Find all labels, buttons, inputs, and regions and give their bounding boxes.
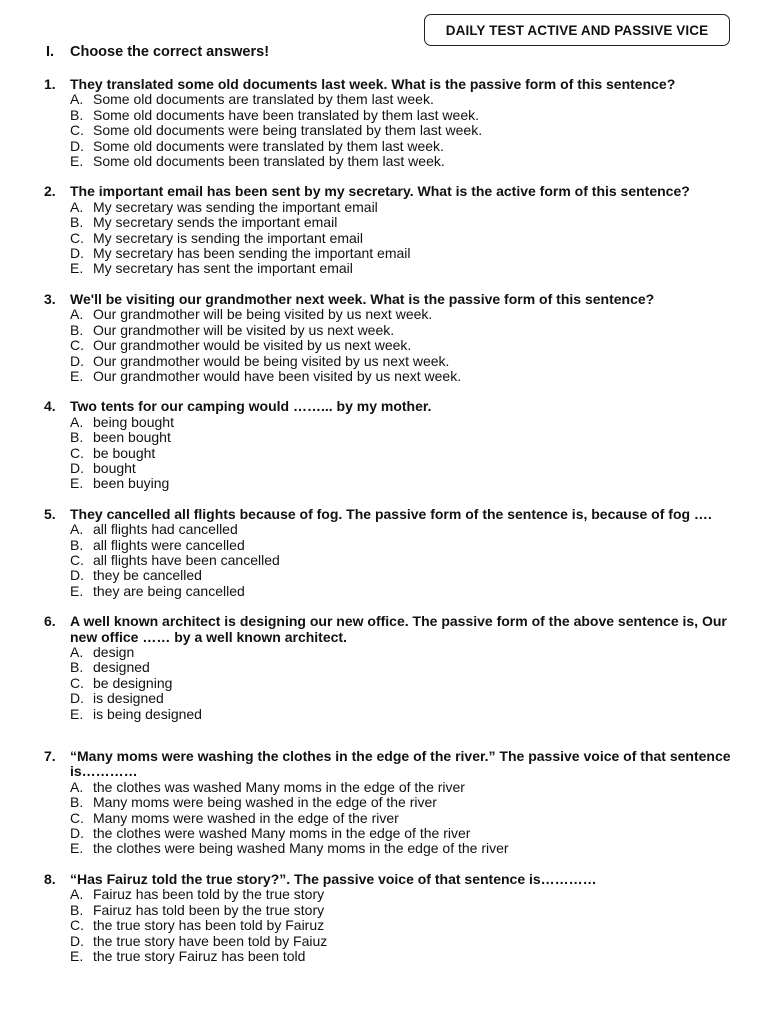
- question-text: The important email has been sent by my secretary. What is the active form of this sentence?: [70, 183, 690, 200]
- question-text: “Many moms were washing the clothes in the edge of the river.” The passive voice of that sentence is…………: [70, 748, 731, 780]
- option-letter: C.: [70, 809, 84, 826]
- option-letter: E.: [70, 840, 84, 857]
- answer-option: [44, 934, 744, 949]
- answer-option: [44, 568, 744, 583]
- question-number: 4.: [44, 398, 56, 415]
- answer-option: [44, 446, 744, 461]
- option-letter: C.: [70, 444, 84, 461]
- answer-option: [44, 676, 744, 691]
- question-number: 2.: [44, 183, 56, 200]
- option-letter: B.: [70, 429, 84, 446]
- option-letter: B.: [70, 901, 84, 918]
- option-text: Our grandmother will be being visited by us next week.: [93, 306, 433, 323]
- answer-option: [44, 949, 744, 964]
- option-text: Some old documents have been translated by them last week.: [93, 106, 479, 123]
- option-text: be bought: [93, 444, 156, 461]
- answer-option: [44, 584, 744, 599]
- option-letter: A.: [70, 413, 84, 430]
- option-text: Some old documents been translated by them last week.: [93, 153, 445, 170]
- question-item: [44, 614, 744, 722]
- option-text: is being designed: [93, 705, 202, 722]
- question-stem: [44, 507, 744, 522]
- option-letter: A.: [70, 886, 84, 903]
- option-text: all flights had cancelled: [93, 521, 238, 538]
- option-letter: E.: [70, 947, 84, 964]
- question-stem: [44, 184, 744, 199]
- option-text: been buying: [93, 475, 170, 492]
- answer-option: [44, 903, 744, 918]
- option-letter: D.: [70, 459, 84, 476]
- option-text: all flights were cancelled: [93, 536, 245, 553]
- option-text: Many moms were being washed in the edge of the river: [93, 794, 437, 811]
- option-letter: B.: [70, 321, 84, 338]
- option-text: the clothes were being washed Many moms in the edge of the river: [93, 840, 509, 857]
- answer-option: [44, 231, 744, 246]
- option-letter: A.: [70, 306, 84, 323]
- question-text: We'll be visiting our grandmother next week. What is the passive form of this sentence?: [70, 290, 655, 307]
- option-text: Fairuz has told been by the true story: [93, 901, 325, 918]
- question-stem: [44, 399, 744, 414]
- question-text: Two tents for our camping would ……... by my mother.: [70, 398, 432, 415]
- answer-option: [44, 522, 744, 537]
- answer-option: [44, 139, 744, 154]
- question-item: [44, 749, 744, 857]
- option-letter: D.: [70, 690, 84, 707]
- answer-option: [44, 108, 744, 123]
- option-letter: D.: [70, 137, 84, 154]
- document-title: DAILY TEST ACTIVE AND PASSIVE VICE: [445, 22, 709, 38]
- option-letter: E.: [70, 475, 84, 492]
- option-text: Our grandmother will be visited by us next week.: [93, 321, 395, 338]
- option-letter: A.: [70, 91, 84, 108]
- answer-option: [44, 826, 744, 841]
- option-letter: C.: [70, 337, 84, 354]
- option-text: the true story have been told by Faiuz: [93, 932, 328, 949]
- answer-option: [44, 811, 744, 826]
- question-stem: [44, 614, 744, 645]
- question-number: 1.: [44, 76, 56, 92]
- option-text: My secretary was sending the important email: [93, 198, 378, 215]
- question-stem: [44, 292, 744, 307]
- question-stem: [44, 749, 744, 780]
- option-letter: C.: [70, 917, 84, 934]
- question-item: [44, 292, 744, 384]
- option-text: Some old documents are translated by them last week.: [93, 91, 434, 108]
- option-letter: C.: [70, 674, 84, 691]
- option-letter: A.: [70, 521, 84, 538]
- option-text: Many moms were washed in the edge of the river: [93, 809, 399, 826]
- option-letter: D.: [70, 352, 84, 369]
- answer-option: [44, 415, 744, 430]
- question-item: [44, 77, 744, 169]
- option-letter: C.: [70, 122, 84, 139]
- option-text: My secretary sends the important email: [93, 214, 338, 231]
- question-list: [44, 77, 744, 979]
- option-letter: D.: [70, 567, 84, 584]
- option-letter: A.: [70, 198, 84, 215]
- answer-option: [44, 476, 744, 491]
- option-letter: B.: [70, 536, 84, 553]
- answer-option: [44, 154, 744, 169]
- option-text: Some old documents were translated by them last week.: [93, 137, 444, 154]
- option-text: the clothes was washed Many moms in the edge of the river: [93, 778, 465, 795]
- option-text: My secretary has sent the important email: [93, 260, 353, 277]
- option-text: being bought: [93, 413, 174, 430]
- answer-option: [44, 707, 744, 722]
- option-letter: B.: [70, 794, 84, 811]
- answer-option: [44, 780, 744, 795]
- option-text: the true story Fairuz has been told: [93, 947, 306, 964]
- option-text: design: [93, 644, 135, 660]
- option-text: they are being cancelled: [93, 582, 245, 599]
- option-letter: E.: [70, 153, 84, 170]
- question-item: [44, 399, 744, 491]
- answer-option: [44, 246, 744, 261]
- option-letter: B.: [70, 106, 84, 123]
- option-letter: E.: [70, 367, 84, 384]
- option-text: is designed: [93, 690, 164, 707]
- option-letter: A.: [70, 644, 84, 660]
- option-letter: E.: [70, 260, 84, 277]
- answer-option: [44, 660, 744, 675]
- option-text: Our grandmother would be being visited by us next week.: [93, 352, 450, 369]
- answer-option: [44, 553, 744, 568]
- answer-option: [44, 338, 744, 353]
- question-text: They translated some old documents last week. What is the passive form of this sentence?: [70, 76, 676, 92]
- option-text: all flights have been cancelled: [93, 551, 280, 568]
- answer-option: [44, 887, 744, 902]
- answer-option: [44, 92, 744, 107]
- answer-option: [44, 354, 744, 369]
- answer-option: [44, 323, 744, 338]
- option-text: designed: [93, 659, 150, 676]
- question-text: “Has Fairuz told the true story?”. The passive voice of that sentence is…………: [70, 870, 597, 887]
- answer-option: [44, 200, 744, 215]
- answer-option: [44, 369, 744, 384]
- option-letter: C.: [70, 551, 84, 568]
- option-text: the true story has been told by Fairuz: [93, 917, 325, 934]
- option-letter: A.: [70, 778, 84, 795]
- section-number: I.: [46, 44, 55, 60]
- question-text: A well known architect is designing our new office. The passive form of the above sentence is, Our new office …… by a well known architect.: [70, 613, 727, 645]
- option-text: be designing: [93, 674, 173, 691]
- question-number: 8.: [44, 870, 56, 887]
- answer-option: [44, 918, 744, 933]
- question-item: [44, 872, 744, 964]
- option-letter: C.: [70, 229, 84, 246]
- question-text: They cancelled all flights because of fog. The passive form of the sentence is, because of fog ….: [70, 505, 712, 522]
- option-letter: D.: [70, 245, 84, 262]
- option-text: they be cancelled: [93, 567, 202, 584]
- section-heading: [46, 44, 269, 60]
- question-item: [44, 184, 744, 276]
- answer-option: [44, 430, 744, 445]
- question-stem: [44, 77, 744, 92]
- answer-option: [44, 645, 744, 660]
- question-number: 3.: [44, 290, 56, 307]
- option-text: Some old documents were being translated by them last week.: [93, 122, 483, 139]
- option-text: Our grandmother would be visited by us next week.: [93, 337, 412, 354]
- option-text: My secretary is sending the important email: [93, 229, 363, 246]
- option-text: bought: [93, 459, 136, 476]
- option-letter: B.: [70, 214, 84, 231]
- question-number: 5.: [44, 505, 56, 522]
- section-title: Choose the correct answers!: [70, 44, 270, 60]
- answer-option: [44, 538, 744, 553]
- answer-option: [44, 307, 744, 322]
- option-letter: B.: [70, 659, 84, 676]
- answer-option: [44, 123, 744, 138]
- option-text: Fairuz has been told by the true story: [93, 886, 325, 903]
- answer-option: [44, 795, 744, 810]
- answer-option: [44, 261, 744, 276]
- option-letter: D.: [70, 932, 84, 949]
- answer-option: [44, 215, 744, 230]
- option-text: been bought: [93, 429, 171, 446]
- option-letter: D.: [70, 825, 84, 842]
- option-letter: E.: [70, 582, 84, 599]
- question-item: [44, 507, 744, 599]
- option-letter: E.: [70, 705, 84, 722]
- option-text: the clothes were washed Many moms in the edge of the river: [93, 825, 471, 842]
- answer-option: [44, 841, 744, 856]
- option-text: My secretary has been sending the important email: [93, 245, 411, 262]
- question-number: 6.: [44, 613, 56, 630]
- answer-option: [44, 691, 744, 706]
- document-title-box: [424, 14, 730, 46]
- answer-option: [44, 461, 744, 476]
- question-number: 7.: [44, 748, 56, 765]
- question-stem: [44, 872, 744, 887]
- option-text: Our grandmother would have been visited by us next week.: [93, 367, 462, 384]
